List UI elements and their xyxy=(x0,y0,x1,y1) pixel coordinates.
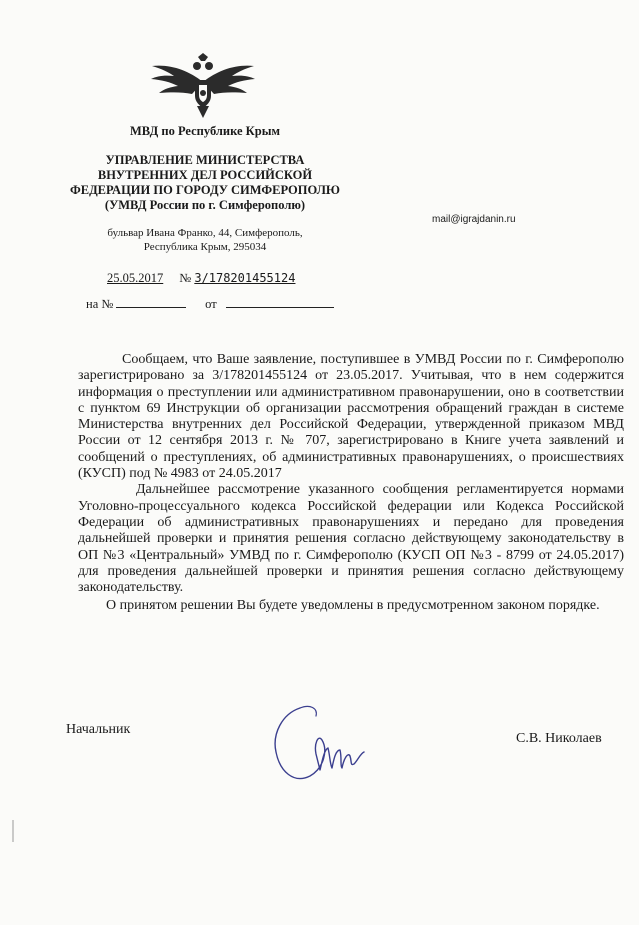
address-line: Республика Крым, 295034 xyxy=(143,241,267,253)
number-sign: № xyxy=(179,271,192,285)
department-line: (УМВД России по г. Симферополю) xyxy=(104,198,306,212)
department-line: УПРАВЛЕНИЕ МИНИСТЕРСТВА xyxy=(105,153,305,167)
registration-number: 3/178201455124 xyxy=(194,271,296,285)
paragraph-notice: О принятом решении Вы будете уведомлены в предусмотренном законом порядке. xyxy=(106,598,600,614)
department-block xyxy=(60,153,350,213)
eagle-emblem-icon xyxy=(148,52,258,120)
address-line: бульвар Ивана Франко, 44, Симферополь, xyxy=(107,227,303,239)
reference-from-label: от xyxy=(205,297,217,311)
reference-date-blank xyxy=(226,296,334,308)
letter-body xyxy=(78,352,624,615)
scan-artifact xyxy=(12,820,14,842)
address-block xyxy=(70,226,340,254)
signatory-title: Начальник xyxy=(66,722,131,737)
email-address: mail@igrajdanin.ru xyxy=(432,214,516,225)
organization-name: МВД по Республике Крым xyxy=(130,124,280,138)
paragraph-procedure: Дальнейшее рассмотрение указанного сообщения регламентируется нормами Уголовно-процессуального кодекса Российской федерации или Кодекса Российской Федерации об административных правонарушениях и передано для проведения дальнейшей проверки и принятия решения согласно действующему законодательству в ОП №3 «Центральный» УМВД по г. Симферополю (КУСП ОП №3 - 8799 от 24.05.2017) для проведения дальнейшей проверки и принятия решения согласно действующему законодательству. xyxy=(78,482,624,596)
registration-date: 25.05.2017 xyxy=(107,271,164,285)
registration-line xyxy=(107,271,295,286)
paragraph-registration: Сообщаем, что Ваше заявление, поступившее в УМВД России по г. Симферополю зарегистрировано за 3/178201455124 от 23.05.2017. Учитывая, что в нем содержится информация о преступлении или административном правонарушении, оно в соответствии с пунктом 69 Инструкции об организации рассмотрения обращений граждан в системе Министерства внутренних дел Российской Федерации, утвержденной приказом МВД России от 12 сентября 2013 г. № 707, зарегистрировано в Книге учета заявлений и сообщений о преступлениях, об административных правонарушениях, о происшествиях (КУСП) под № 4983 от 24.05.2017 xyxy=(78,352,624,482)
signatory-name: С.В. Николаев xyxy=(516,731,602,746)
reference-label: на № xyxy=(86,297,114,311)
handwritten-signature xyxy=(270,700,380,810)
department-line: ВНУТРЕННИХ ДЕЛ РОССИЙСКОЙ xyxy=(97,168,313,182)
reference-line xyxy=(86,296,334,312)
reference-number-blank xyxy=(116,296,186,308)
department-line: ФЕДЕРАЦИИ ПО ГОРОДУ СИМФЕРОПОЛЮ xyxy=(70,183,340,197)
